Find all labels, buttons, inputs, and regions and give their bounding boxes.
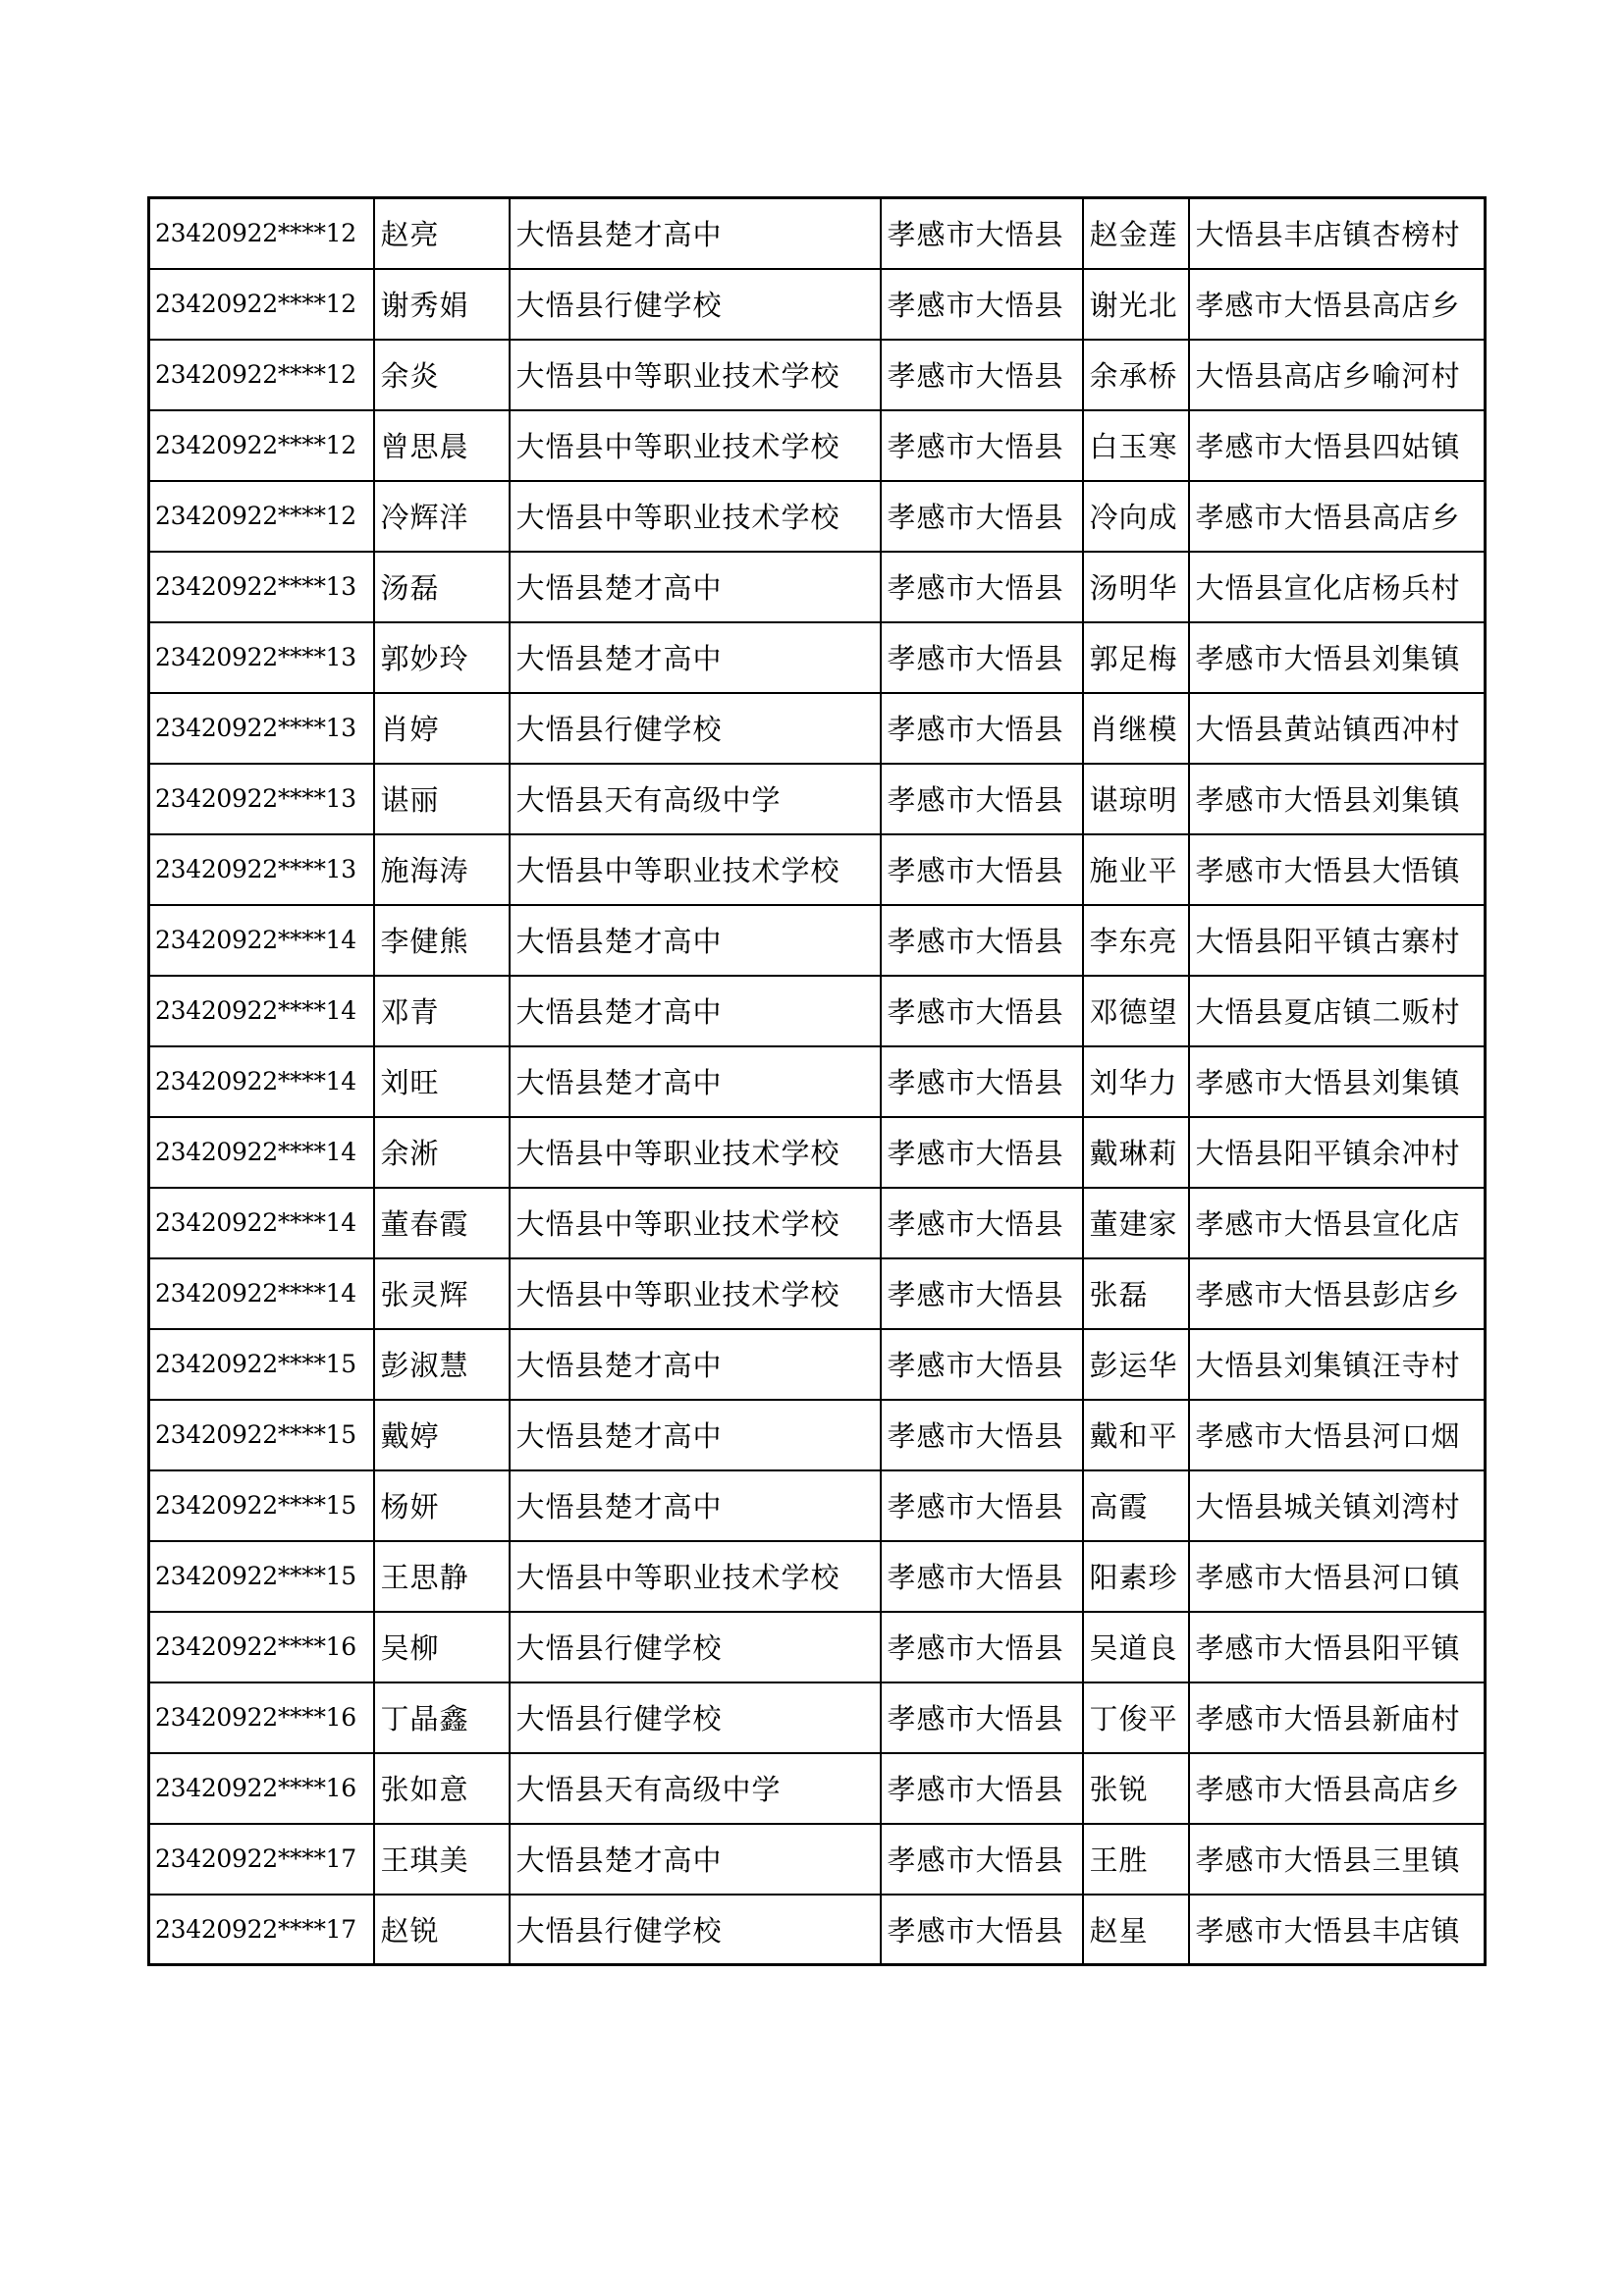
table-row: [149, 552, 1486, 622]
cell-guardian-name: 谌琼明: [1083, 764, 1189, 834]
cell-student-name: 谌丽: [374, 764, 510, 834]
cell-student-name: 冷辉洋: [374, 481, 510, 552]
cell-school: 大悟县中等职业技术学校: [510, 1541, 881, 1612]
cell-region: 孝感市大悟县: [881, 269, 1083, 340]
cell-region: 孝感市大悟县: [881, 1824, 1083, 1895]
table-row: [149, 1470, 1486, 1541]
cell-student-name: 施海涛: [374, 834, 510, 905]
cell-id-number: 23420922****12: [149, 340, 374, 410]
cell-region: 孝感市大悟县: [881, 1400, 1083, 1470]
cell-student-name: 肖婷: [374, 693, 510, 764]
cell-id-number: 23420922****12: [149, 410, 374, 481]
cell-student-name: 汤磊: [374, 552, 510, 622]
table-row: [149, 976, 1486, 1046]
table-row: [149, 340, 1486, 410]
cell-guardian-name: 肖继模: [1083, 693, 1189, 764]
table-row: [149, 622, 1486, 693]
cell-guardian-name: 赵星: [1083, 1895, 1189, 1965]
cell-id-number: 23420922****14: [149, 1188, 374, 1258]
cell-region: 孝感市大悟县: [881, 834, 1083, 905]
cell-id-number: 23420922****12: [149, 198, 374, 269]
cell-school: 大悟县中等职业技术学校: [510, 481, 881, 552]
cell-student-name: 刘旺: [374, 1046, 510, 1117]
cell-address: 大悟县阳平镇古寨村: [1189, 905, 1486, 976]
cell-guardian-name: 白玉寒: [1083, 410, 1189, 481]
cell-id-number: 23420922****16: [149, 1682, 374, 1753]
cell-address: 孝感市大悟县高店乡: [1189, 269, 1486, 340]
cell-guardian-name: 阳素珍: [1083, 1541, 1189, 1612]
cell-region: 孝感市大悟县: [881, 1895, 1083, 1965]
table-row: [149, 481, 1486, 552]
cell-guardian-name: 施业平: [1083, 834, 1189, 905]
cell-guardian-name: 丁俊平: [1083, 1682, 1189, 1753]
cell-address: 孝感市大悟县刘集镇: [1189, 764, 1486, 834]
cell-school: 大悟县楚才高中: [510, 905, 881, 976]
cell-address: 大悟县夏店镇二贩村: [1189, 976, 1486, 1046]
cell-region: 孝感市大悟县: [881, 764, 1083, 834]
cell-id-number: 23420922****14: [149, 1046, 374, 1117]
cell-region: 孝感市大悟县: [881, 905, 1083, 976]
cell-address: 孝感市大悟县高店乡: [1189, 481, 1486, 552]
cell-guardian-name: 谢光北: [1083, 269, 1189, 340]
cell-guardian-name: 刘华力: [1083, 1046, 1189, 1117]
cell-student-name: 董春霞: [374, 1188, 510, 1258]
table-row: [149, 764, 1486, 834]
cell-student-name: 李健熊: [374, 905, 510, 976]
cell-school: 大悟县天有高级中学: [510, 764, 881, 834]
cell-id-number: 23420922****16: [149, 1753, 374, 1824]
table-row: [149, 1824, 1486, 1895]
cell-school: 大悟县楚才高中: [510, 622, 881, 693]
cell-school: 大悟县楚才高中: [510, 1824, 881, 1895]
cell-address: 大悟县丰店镇杏榜村: [1189, 198, 1486, 269]
cell-student-name: 曾思晨: [374, 410, 510, 481]
cell-school: 大悟县行健学校: [510, 1895, 881, 1965]
cell-guardian-name: 彭运华: [1083, 1329, 1189, 1400]
cell-region: 孝感市大悟县: [881, 622, 1083, 693]
cell-region: 孝感市大悟县: [881, 1258, 1083, 1329]
table-row: [149, 1117, 1486, 1188]
cell-id-number: 23420922****14: [149, 1258, 374, 1329]
cell-region: 孝感市大悟县: [881, 340, 1083, 410]
table-row: [149, 1541, 1486, 1612]
cell-region: 孝感市大悟县: [881, 1329, 1083, 1400]
cell-region: 孝感市大悟县: [881, 1046, 1083, 1117]
cell-guardian-name: 张锐: [1083, 1753, 1189, 1824]
cell-student-name: 张灵辉: [374, 1258, 510, 1329]
cell-student-name: 郭妙玲: [374, 622, 510, 693]
cell-student-name: 谢秀娟: [374, 269, 510, 340]
table-row: [149, 198, 1486, 269]
cell-guardian-name: 李东亮: [1083, 905, 1189, 976]
cell-address: 孝感市大悟县阳平镇: [1189, 1612, 1486, 1682]
cell-guardian-name: 戴琳莉: [1083, 1117, 1189, 1188]
cell-school: 大悟县行健学校: [510, 1612, 881, 1682]
cell-address: 孝感市大悟县四姑镇: [1189, 410, 1486, 481]
cell-guardian-name: 郭足梅: [1083, 622, 1189, 693]
cell-student-name: 彭淑慧: [374, 1329, 510, 1400]
cell-id-number: 23420922****12: [149, 269, 374, 340]
cell-student-name: 邓青: [374, 976, 510, 1046]
cell-region: 孝感市大悟县: [881, 1470, 1083, 1541]
cell-id-number: 23420922****13: [149, 764, 374, 834]
student-table: [147, 196, 1487, 1966]
cell-region: 孝感市大悟县: [881, 481, 1083, 552]
cell-region: 孝感市大悟县: [881, 1117, 1083, 1188]
table-row: [149, 1188, 1486, 1258]
cell-school: 大悟县中等职业技术学校: [510, 1188, 881, 1258]
cell-address: 大悟县阳平镇余冲村: [1189, 1117, 1486, 1188]
cell-guardian-name: 汤明华: [1083, 552, 1189, 622]
table-row: [149, 1895, 1486, 1965]
cell-guardian-name: 戴和平: [1083, 1400, 1189, 1470]
cell-student-name: 杨妍: [374, 1470, 510, 1541]
cell-address: 孝感市大悟县新庙村: [1189, 1682, 1486, 1753]
cell-school: 大悟县行健学校: [510, 1682, 881, 1753]
cell-id-number: 23420922****15: [149, 1329, 374, 1400]
cell-guardian-name: 冷向成: [1083, 481, 1189, 552]
cell-address: 孝感市大悟县刘集镇: [1189, 1046, 1486, 1117]
cell-school: 大悟县楚才高中: [510, 1046, 881, 1117]
cell-id-number: 23420922****16: [149, 1612, 374, 1682]
cell-student-name: 赵锐: [374, 1895, 510, 1965]
cell-address: 大悟县宣化店杨兵村: [1189, 552, 1486, 622]
cell-school: 大悟县楚才高中: [510, 1470, 881, 1541]
cell-region: 孝感市大悟县: [881, 198, 1083, 269]
cell-region: 孝感市大悟县: [881, 1682, 1083, 1753]
cell-id-number: 23420922****13: [149, 693, 374, 764]
cell-address: 大悟县刘集镇汪寺村: [1189, 1329, 1486, 1400]
cell-address: 孝感市大悟县河口烟: [1189, 1400, 1486, 1470]
cell-student-name: 余炎: [374, 340, 510, 410]
cell-guardian-name: 王胜: [1083, 1824, 1189, 1895]
cell-school: 大悟县楚才高中: [510, 1400, 881, 1470]
cell-address: 孝感市大悟县大悟镇: [1189, 834, 1486, 905]
cell-id-number: 23420922****14: [149, 1117, 374, 1188]
cell-guardian-name: 吴道良: [1083, 1612, 1189, 1682]
cell-id-number: 23420922****17: [149, 1895, 374, 1965]
cell-id-number: 23420922****15: [149, 1400, 374, 1470]
cell-address: 大悟县高店乡喻河村: [1189, 340, 1486, 410]
cell-school: 大悟县中等职业技术学校: [510, 410, 881, 481]
cell-region: 孝感市大悟县: [881, 693, 1083, 764]
table-row: [149, 693, 1486, 764]
cell-address: 孝感市大悟县河口镇: [1189, 1541, 1486, 1612]
cell-id-number: 23420922****12: [149, 481, 374, 552]
cell-guardian-name: 赵金莲: [1083, 198, 1189, 269]
cell-region: 孝感市大悟县: [881, 1753, 1083, 1824]
table-row: [149, 410, 1486, 481]
cell-region: 孝感市大悟县: [881, 1612, 1083, 1682]
cell-school: 大悟县楚才高中: [510, 198, 881, 269]
cell-id-number: 23420922****13: [149, 552, 374, 622]
cell-region: 孝感市大悟县: [881, 1541, 1083, 1612]
table-row: [149, 1258, 1486, 1329]
cell-region: 孝感市大悟县: [881, 552, 1083, 622]
cell-address: 大悟县城关镇刘湾村: [1189, 1470, 1486, 1541]
cell-region: 孝感市大悟县: [881, 976, 1083, 1046]
table-row: [149, 1329, 1486, 1400]
table-row: [149, 905, 1486, 976]
cell-school: 大悟县楚才高中: [510, 1329, 881, 1400]
table-row: [149, 1682, 1486, 1753]
cell-guardian-name: 董建家: [1083, 1188, 1189, 1258]
cell-school: 大悟县中等职业技术学校: [510, 834, 881, 905]
table-row: [149, 1753, 1486, 1824]
cell-student-name: 王琪美: [374, 1824, 510, 1895]
table-row: [149, 269, 1486, 340]
cell-student-name: 王思静: [374, 1541, 510, 1612]
cell-id-number: 23420922****15: [149, 1541, 374, 1612]
cell-school: 大悟县天有高级中学: [510, 1753, 881, 1824]
cell-region: 孝感市大悟县: [881, 410, 1083, 481]
cell-guardian-name: 高霞: [1083, 1470, 1189, 1541]
cell-student-name: 丁晶鑫: [374, 1682, 510, 1753]
table-row: [149, 1612, 1486, 1682]
cell-address: 大悟县黄站镇西冲村: [1189, 693, 1486, 764]
cell-school: 大悟县行健学校: [510, 693, 881, 764]
cell-id-number: 23420922****13: [149, 834, 374, 905]
cell-guardian-name: 张磊: [1083, 1258, 1189, 1329]
table-row: [149, 834, 1486, 905]
cell-school: 大悟县中等职业技术学校: [510, 1258, 881, 1329]
cell-address: 孝感市大悟县刘集镇: [1189, 622, 1486, 693]
cell-school: 大悟县行健学校: [510, 269, 881, 340]
cell-address: 孝感市大悟县高店乡: [1189, 1753, 1486, 1824]
cell-address: 孝感市大悟县彭店乡: [1189, 1258, 1486, 1329]
cell-id-number: 23420922****17: [149, 1824, 374, 1895]
cell-id-number: 23420922****15: [149, 1470, 374, 1541]
cell-address: 孝感市大悟县宣化店: [1189, 1188, 1486, 1258]
cell-region: 孝感市大悟县: [881, 1188, 1083, 1258]
cell-guardian-name: 余承桥: [1083, 340, 1189, 410]
cell-student-name: 吴柳: [374, 1612, 510, 1682]
cell-id-number: 23420922****14: [149, 976, 374, 1046]
student-table-body: [149, 198, 1486, 1965]
cell-student-name: 赵亮: [374, 198, 510, 269]
cell-address: 孝感市大悟县三里镇: [1189, 1824, 1486, 1895]
cell-student-name: 余淅: [374, 1117, 510, 1188]
cell-address: 孝感市大悟县丰店镇: [1189, 1895, 1486, 1965]
cell-school: 大悟县楚才高中: [510, 976, 881, 1046]
cell-school: 大悟县楚才高中: [510, 552, 881, 622]
table-row: [149, 1400, 1486, 1470]
cell-id-number: 23420922****13: [149, 622, 374, 693]
table-row: [149, 1046, 1486, 1117]
cell-school: 大悟县中等职业技术学校: [510, 340, 881, 410]
cell-student-name: 戴婷: [374, 1400, 510, 1470]
cell-guardian-name: 邓德望: [1083, 976, 1189, 1046]
cell-school: 大悟县中等职业技术学校: [510, 1117, 881, 1188]
cell-student-name: 张如意: [374, 1753, 510, 1824]
cell-id-number: 23420922****14: [149, 905, 374, 976]
